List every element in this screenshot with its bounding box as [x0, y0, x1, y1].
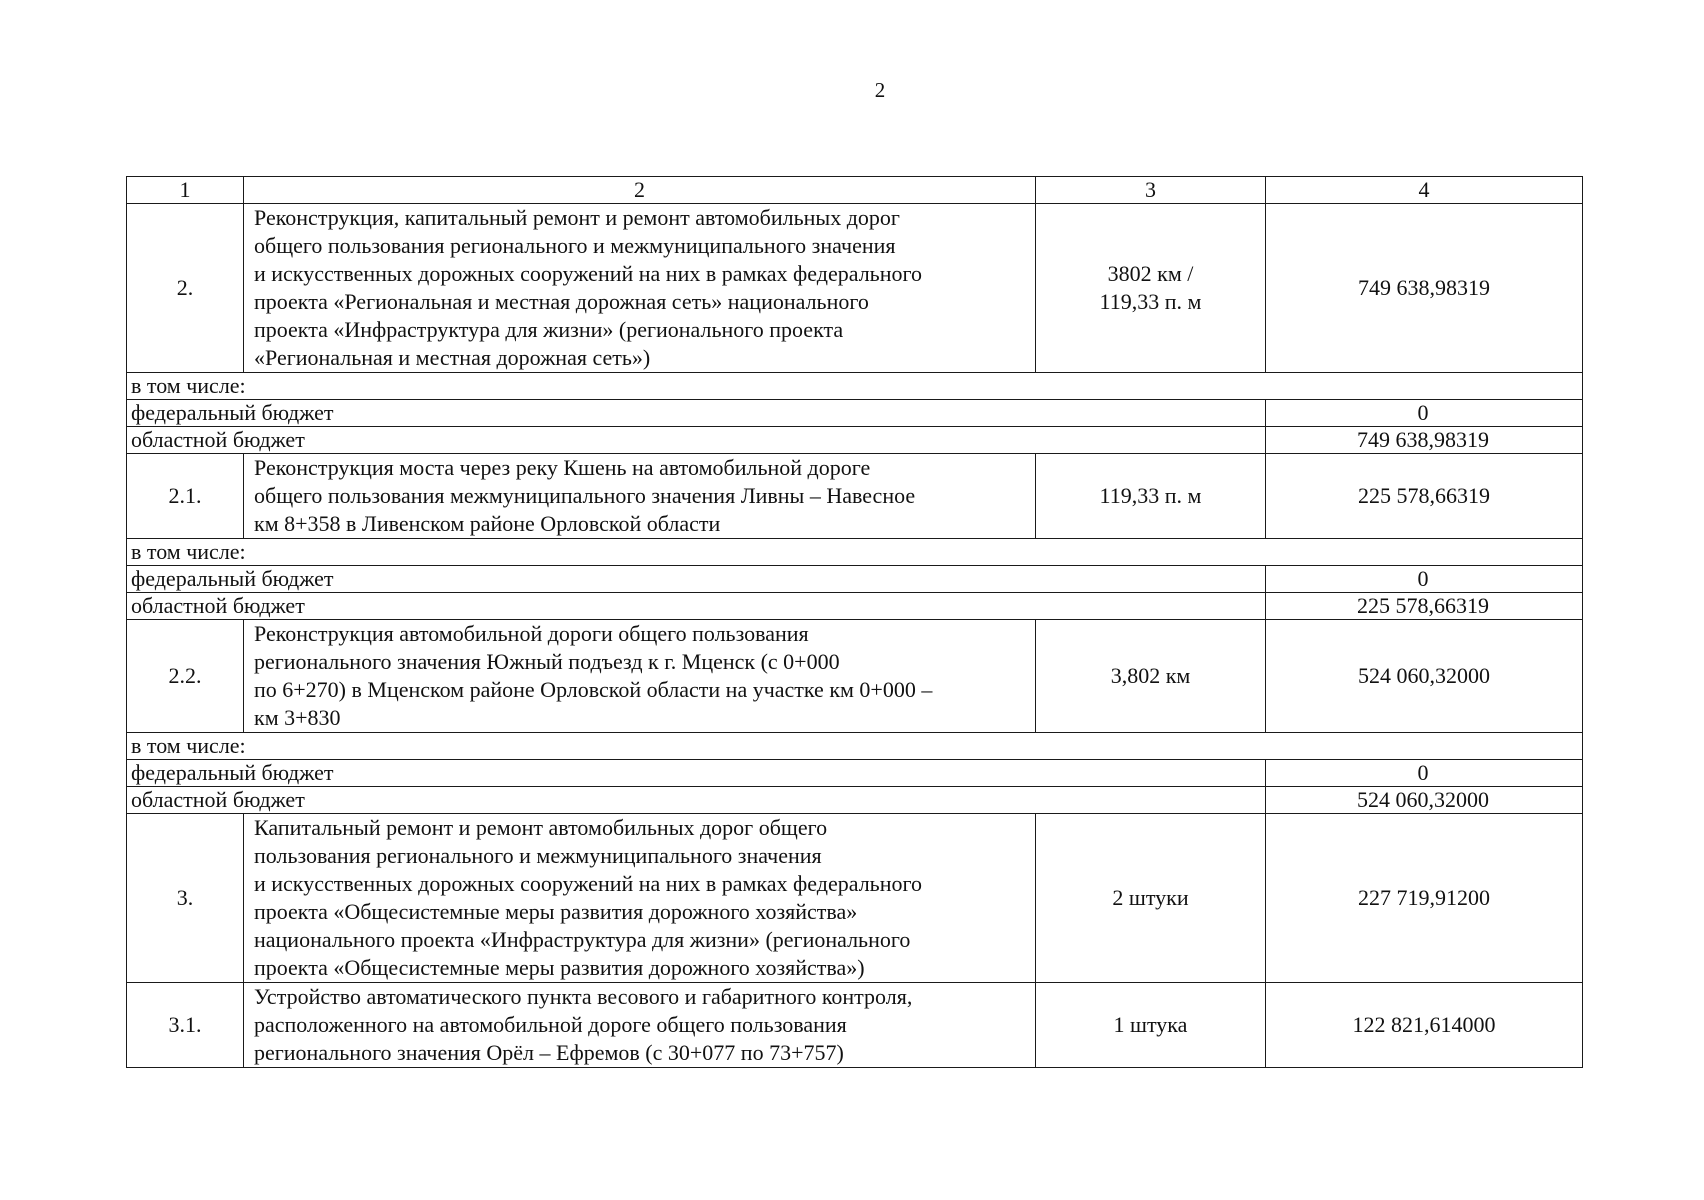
including-row — [127, 373, 1583, 400]
federal-budget-label: федеральный бюджет — [127, 400, 1266, 427]
regional-budget-value: 524 060,32000 — [1266, 787, 1583, 814]
federal-budget-row — [127, 760, 1583, 787]
row-amount: 524 060,32000 — [1266, 620, 1583, 733]
volume-line: 3802 км / — [1107, 261, 1194, 286]
row-description — [244, 814, 1036, 983]
description-line: проекта «Общесистемные меры развития дорожного хозяйства») — [254, 955, 865, 980]
description-line: общего пользования регионального и межмуниципального значения — [254, 233, 896, 258]
regional-budget-label: областной бюджет — [127, 593, 1266, 620]
header-cell: 4 — [1266, 177, 1583, 204]
description-line: Устройство автоматического пункта весового и габаритного контроля, — [254, 984, 913, 1009]
table-header-row — [127, 177, 1583, 204]
description-line: Реконструкция моста через реку Кшень на автомобильной дороге — [254, 455, 871, 480]
description-line: км 8+358 в Ливенском районе Орловской области — [254, 511, 721, 536]
description-line: пользования регионального и межмуниципального значения — [254, 843, 822, 868]
volume-line: 119,33 п. м — [1099, 483, 1202, 508]
description-line: км 3+830 — [254, 705, 341, 730]
regional-budget-row — [127, 593, 1583, 620]
regional-budget-label: областной бюджет — [127, 787, 1266, 814]
description-line: общего пользования межмуниципального значения Ливны – Навесное — [254, 483, 916, 508]
budget-table — [126, 176, 1583, 1068]
table-row — [127, 983, 1583, 1068]
including-label: в том числе: — [127, 539, 1583, 566]
description-line: «Региональная и местная дорожная сеть») — [254, 345, 651, 370]
volume-line: 3,802 км — [1110, 663, 1191, 688]
header-cell: 3 — [1036, 177, 1266, 204]
federal-budget-value: 0 — [1266, 566, 1583, 593]
description-line: Реконструкция, капитальный ремонт и ремонт автомобильных дорог — [254, 205, 900, 230]
description-line: проекта «Инфраструктура для жизни» (регионального проекта — [254, 317, 844, 342]
row-description — [244, 620, 1036, 733]
regional-budget-label: областной бюджет — [127, 427, 1266, 454]
row-volume — [1036, 620, 1266, 733]
table-row — [127, 204, 1583, 373]
table-row — [127, 814, 1583, 983]
description-line: и искусственных дорожных сооружений на них в рамках федерального — [254, 261, 922, 286]
row-amount: 122 821,614000 — [1266, 983, 1583, 1068]
federal-budget-row — [127, 566, 1583, 593]
row-volume — [1036, 204, 1266, 373]
description-line: по 6+270) в Мценском районе Орловской области на участке км 0+000 – — [254, 677, 933, 702]
row-number: 2.2. — [127, 620, 244, 733]
row-amount: 749 638,98319 — [1266, 204, 1583, 373]
header-cell: 2 — [244, 177, 1036, 204]
volume-line: 1 штука — [1113, 1012, 1188, 1037]
row-volume — [1036, 983, 1266, 1068]
regional-budget-value: 225 578,66319 — [1266, 593, 1583, 620]
row-volume — [1036, 814, 1266, 983]
row-description — [244, 454, 1036, 539]
regional-budget-row — [127, 787, 1583, 814]
regional-budget-row — [127, 427, 1583, 454]
including-row — [127, 539, 1583, 566]
including-label: в том числе: — [127, 733, 1583, 760]
row-number: 3.1. — [127, 983, 244, 1068]
page-number: 2 — [874, 78, 886, 102]
row-number: 2.1. — [127, 454, 244, 539]
row-volume — [1036, 454, 1266, 539]
federal-budget-label: федеральный бюджет — [127, 566, 1266, 593]
row-amount: 225 578,66319 — [1266, 454, 1583, 539]
volume-line: 119,33 п. м — [1099, 289, 1202, 314]
description-line: и искусственных дорожных сооружений на них в рамках федерального — [254, 871, 922, 896]
row-number: 3. — [127, 814, 244, 983]
row-amount: 227 719,91200 — [1266, 814, 1583, 983]
description-line: расположенного на автомобильной дороге общего пользования — [254, 1012, 847, 1037]
description-line: проекта «Региональная и местная дорожная сеть» национального — [254, 289, 869, 314]
federal-budget-label: федеральный бюджет — [127, 760, 1266, 787]
description-line: Реконструкция автомобильной дороги общего пользования — [254, 621, 809, 646]
federal-budget-value: 0 — [1266, 400, 1583, 427]
including-row — [127, 733, 1583, 760]
description-line: регионального значения Южный подъезд к г. Мценск (с 0+000 — [254, 649, 840, 674]
row-description — [244, 204, 1036, 373]
federal-budget-value: 0 — [1266, 760, 1583, 787]
description-line: проекта «Общесистемные меры развития дорожного хозяйства» — [254, 899, 858, 924]
description-line: национального проекта «Инфраструктура для жизни» (регионального — [254, 927, 911, 952]
including-label: в том числе: — [127, 373, 1583, 400]
regional-budget-value: 749 638,98319 — [1266, 427, 1583, 454]
description-line: регионального значения Орёл – Ефремов (с 30+077 по 73+757) — [254, 1040, 844, 1065]
table-row — [127, 620, 1583, 733]
row-number: 2. — [127, 204, 244, 373]
table-row — [127, 454, 1583, 539]
header-cell: 1 — [127, 177, 244, 204]
description-line: Капитальный ремонт и ремонт автомобильных дорог общего — [254, 815, 828, 840]
row-description — [244, 983, 1036, 1068]
federal-budget-row — [127, 400, 1583, 427]
volume-line: 2 штуки — [1112, 885, 1189, 910]
